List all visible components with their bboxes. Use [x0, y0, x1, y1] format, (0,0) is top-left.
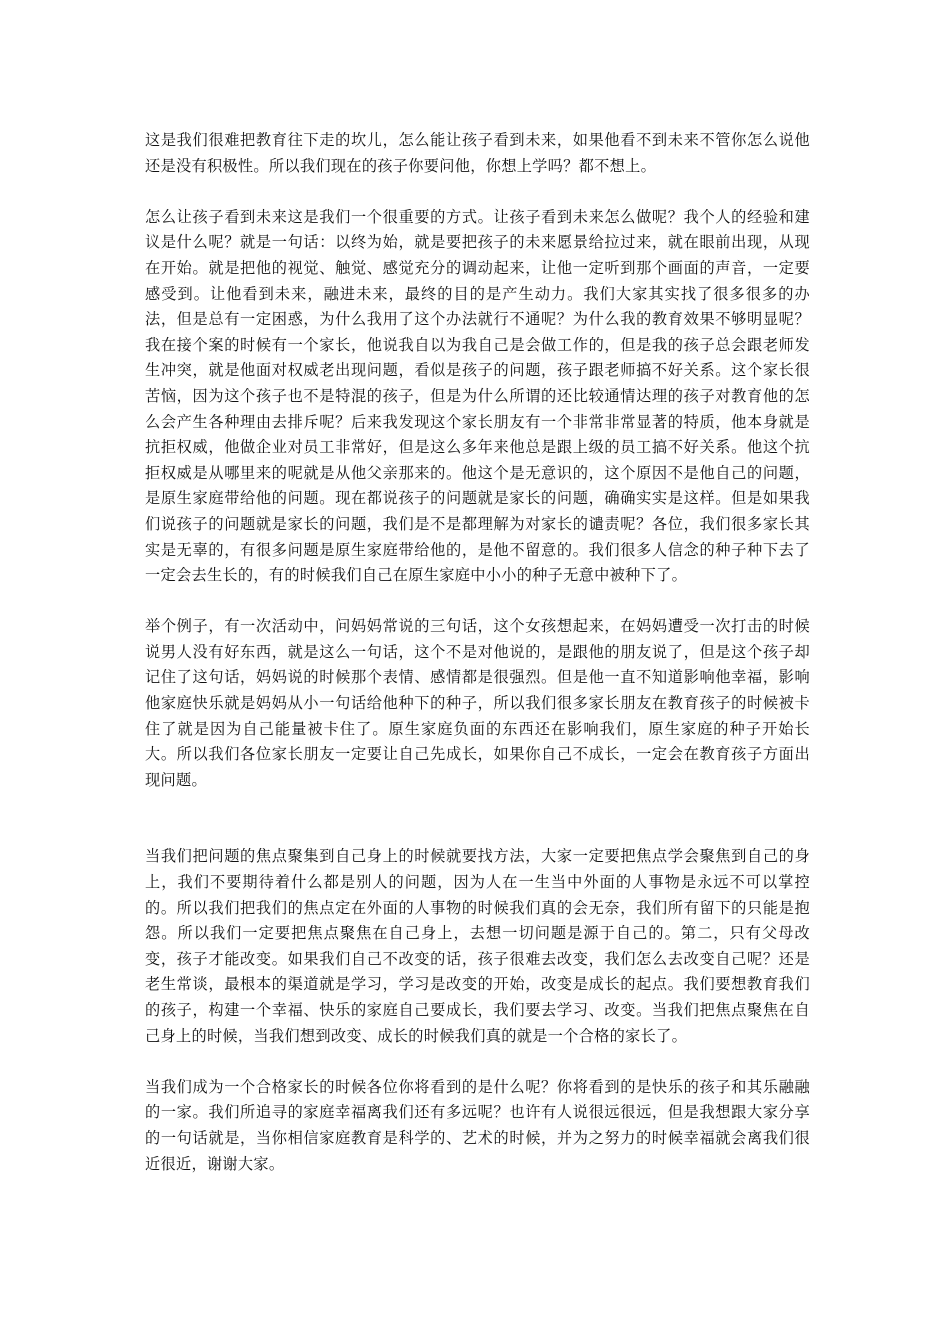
document-body: [145, 128, 810, 1203]
paragraph-1: 这是我们很难把教育往下走的坎儿，怎么能让孩子看到未来，如果他看不到未来不管你怎么说他还是没有积极性。所以我们现在的孩子你要问他，你想上学吗？都不想上。: [145, 131, 810, 175]
paragraph-5: 当我们成为一个合格家长的时候各位你将看到的是什么呢？你将看到的是快乐的孩子和其乐融融的一家。我们所追寻的家庭幸福离我们还有多远呢？也许有人说很远很远，但是我想跟大家分享的一句话就是，当你相信家庭教育是科学的、艺术的时候，并为之努力的时候幸福就会离我们很近很近，谢谢大家。: [145, 1077, 810, 1173]
paragraph-2: 怎么让孩子看到未来这是我们一个很重要的方式。让孩子看到未来怎么做呢？我个人的经验和建议是什么呢？就是一句话：以终为始，就是要把孩子的未来愿景给拉过来，就在眼前出现，从现在开始。就是把他的视觉、触觉、感觉充分的调动起来，让他一定听到那个画面的声音，一定要感受到。让他看到未来，融进未来，最终的目的是产生动力。我们大家其实找了很多很多的办法，但是总有一定困惑，为什么我用了这个办法就行不通呢？为什么我的教育效果不够明显呢？我在接个案的时候有一个家长，他说我自以为我自己是会做工作的，但是我的孩子总会跟老师发生冲突，就是他面对权威老出现问题，看似是孩子的问题，孩子跟老师搞不好关系。这个家长很苦恼，因为这个孩子也不是特混的孩子，但是为什么所谓的还比较通情达理的孩子对教育他的怎么会产生各种理由去排斥呢？后来我发现这个家长朋友有一个非常非常显著的特质，他本身就是抗拒权威，他做企业对员工非常好，但是这么多年来他总是跟上级的员工搞不好关系。他这个抗拒权威是从哪里来的呢就是从他父亲那来的。他这个是无意识的，这个原因不是他自己的问题，是原生家庭带给他的问题。现在都说孩子的问题就是家长的问题，确确实实是这样。但是如果我们说孩子的问题就是家长的问题，我们是不是都理解为对家长的谴责呢？各位，我们很多家长其实是无辜的，有很多问题是原生家庭带给他的，是他不留意的。我们很多人信念的种子种下去了一定会去生长的，有的时候我们自己在原生家庭中小小的种子无意中被种下了。: [145, 207, 810, 585]
paragraph-3: 举个例子，有一次活动中，问妈妈常说的三句话，这个女孩想起来，在妈妈遭受一次打击的时候说男人没有好东西，就是这么一句话，这个不是对他说的，是跟他的朋友说了，但是这个孩子却记住了这句话，妈妈说的时候那个表情、感情都是很强烈。但是他一直不知道影响他幸福，影响他家庭快乐就是妈妈从小一句话给他种下的种子，所以我们很多家长朋友在教育孩子的时候被卡住了就是因为自己能量被卡住了。原生家庭负面的东西还在影响我们，原生家庭的种子开始长大。所以我们各位家长朋友一定要让自己先成长，如果你自己不成长，一定会在教育孩子方面出现问题。: [145, 617, 810, 789]
paragraph-4: 当我们把问题的焦点聚集到自己身上的时候就要找方法，大家一定要把焦点学会聚焦到自己的身上，我们不要期待着什么都是别人的问题，因为人在一生当中外面的人事物是永远不可以掌控的。所以我们把我们的焦点定在外面的人事物的时候我们真的会无奈，我们所有留下的只能是抱怨。所以我们一定要把焦点聚焦在自己身上，去想一切问题是源于自己的。第二，只有父母改变，孩子才能改变。如果我们自己不改变的话，孩子很难去改变，我们怎么去改变自己呢？还是老生常谈，最根本的渠道就是学习，学习是改变的开始，改变是成长的起点。我们要想教育我们的孩子，构建一个幸福、快乐的家庭自己要成长，我们要去学习、改变。当我们把焦点聚焦在自己身上的时候，当我们想到改变、成长的时候我们真的就是一个合格的家长了。: [145, 847, 810, 1045]
